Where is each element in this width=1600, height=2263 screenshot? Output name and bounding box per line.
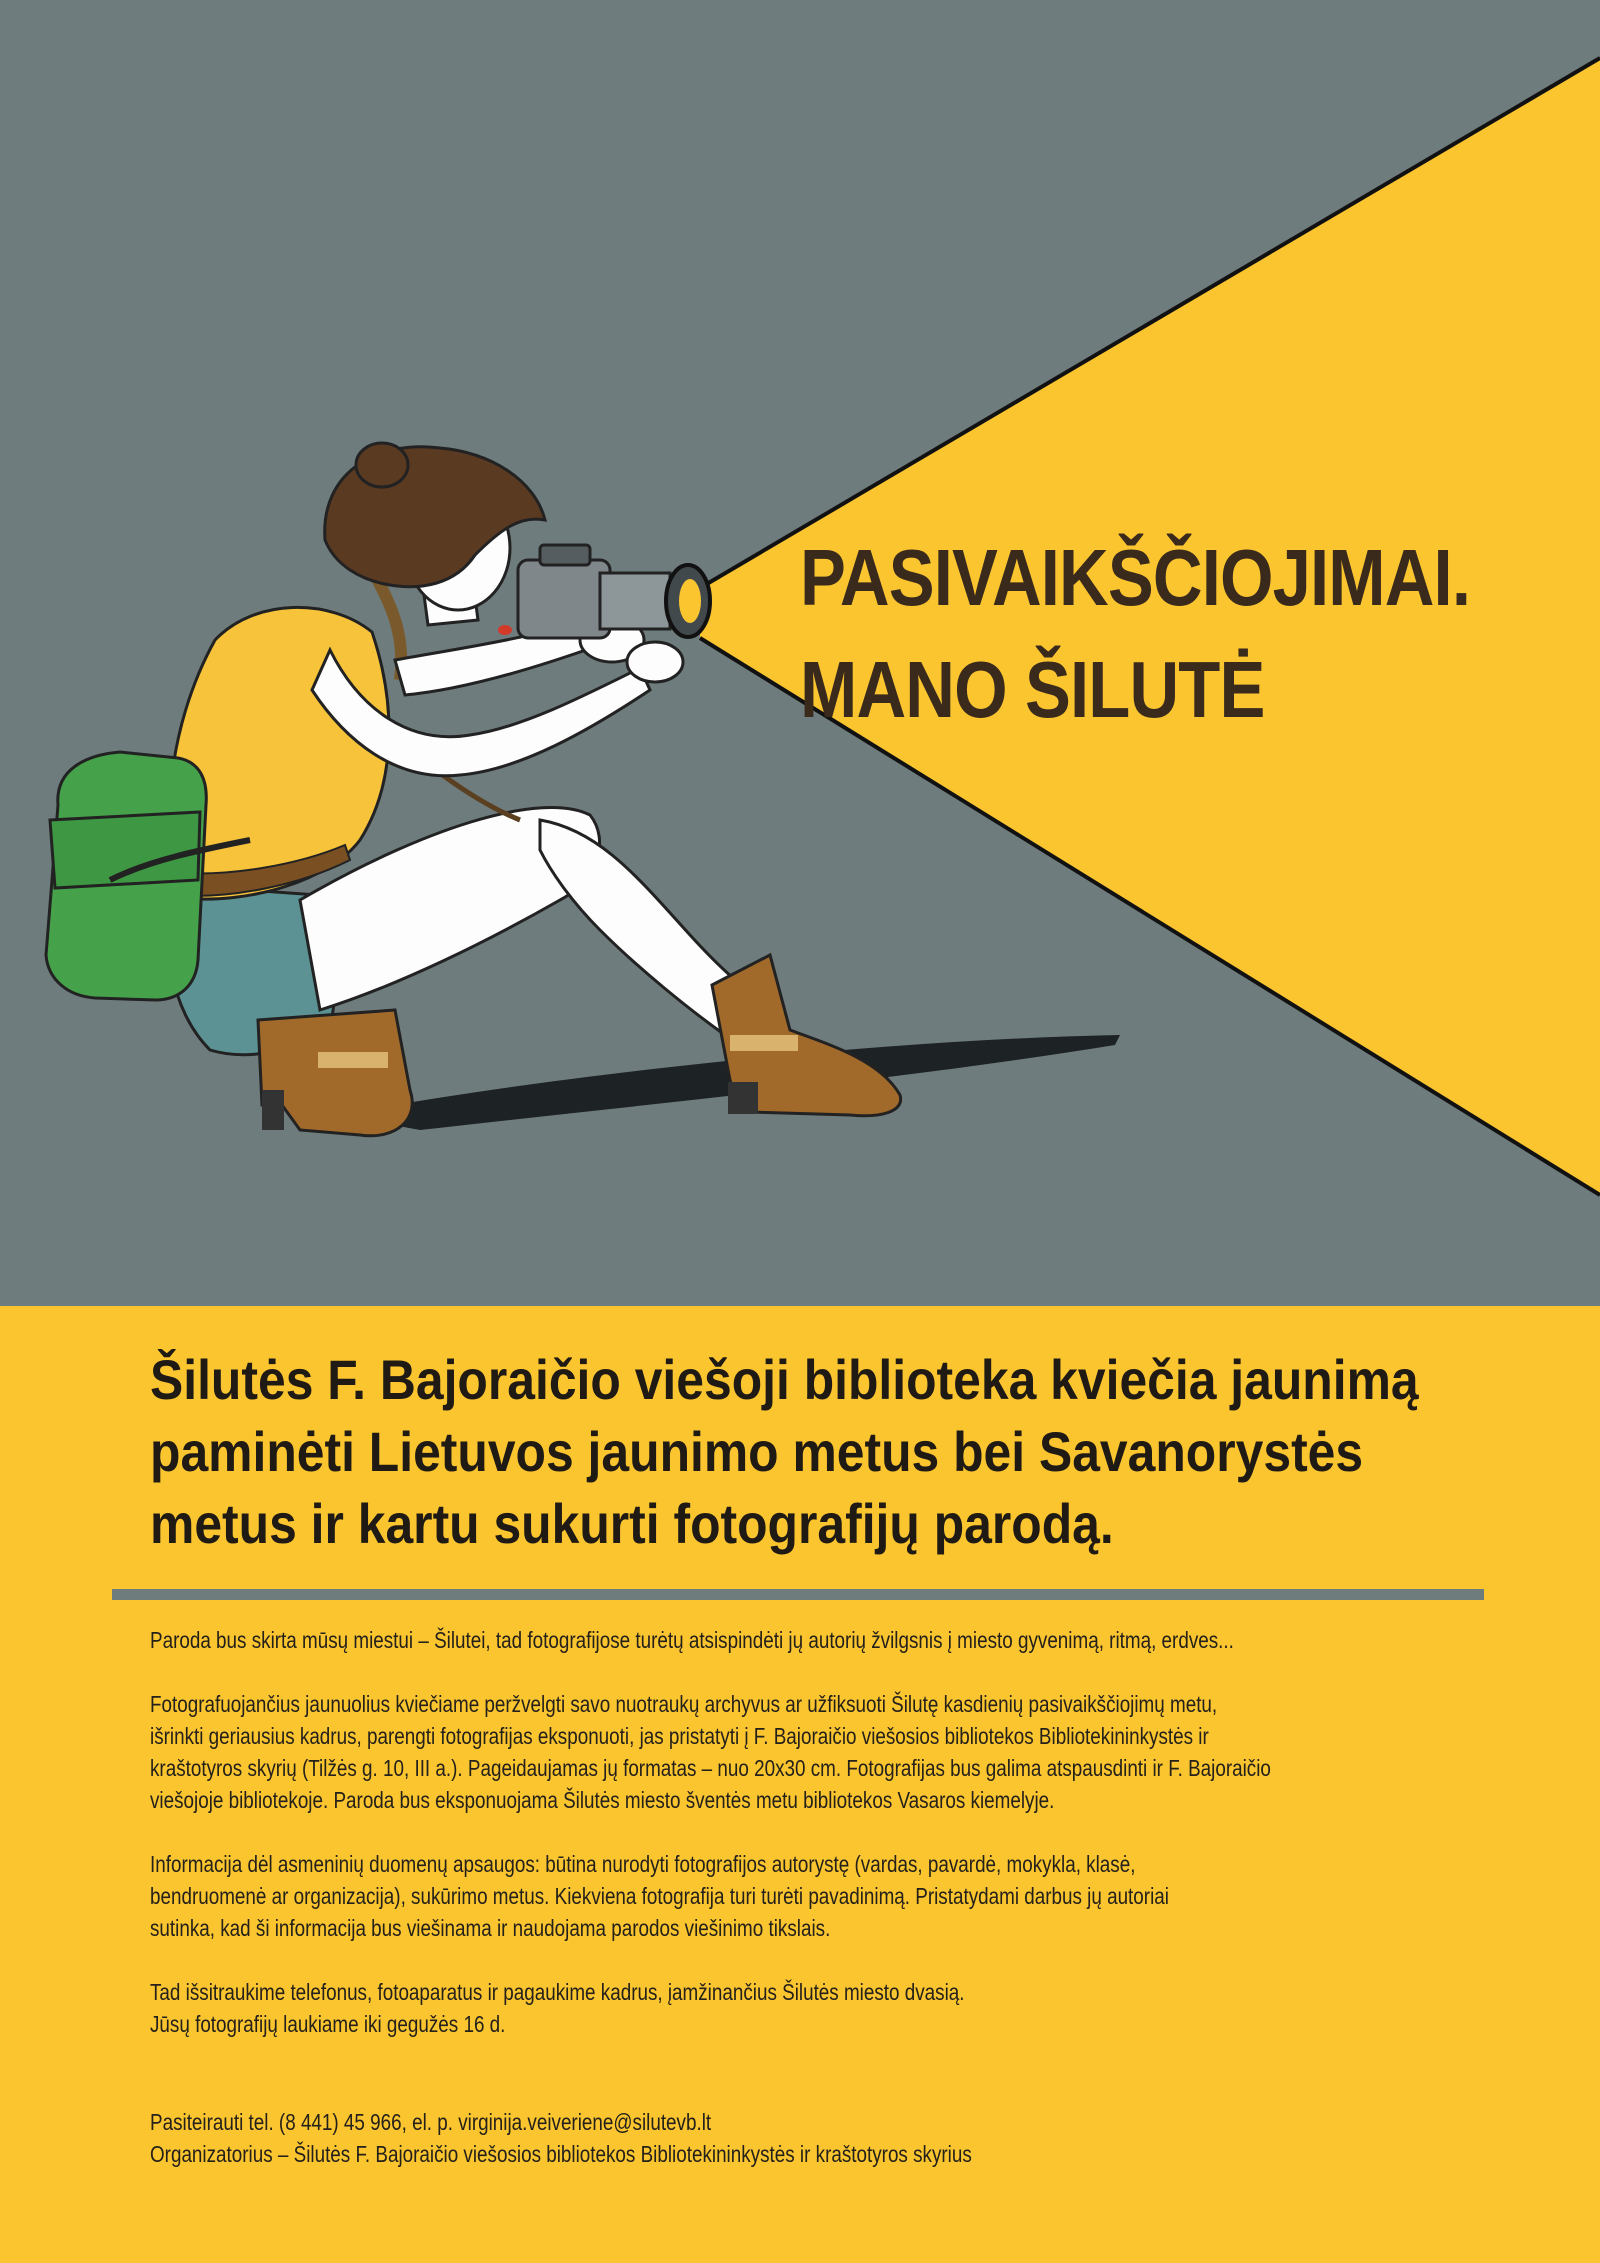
paragraph bbox=[150, 1624, 1478, 1656]
contact-line: Pasiteirauti tel. (8 441) 45 966, el. p. virginija.veiveriene@silutevb.lt bbox=[150, 2109, 712, 2135]
paragraph-line: bendruomenė ar organizacija), sukūrimo metus. Kiekviena fotografija turi turėti pavadinimą. Pristatydami darbus jų autoriai bbox=[150, 1883, 1169, 1909]
headline-line: paminėti Lietuvos jaunimo metus bei Savanorystės bbox=[150, 1420, 1364, 1483]
paragraph bbox=[150, 1688, 1478, 1816]
poster-title-line: MANO ŠILUTĖ bbox=[800, 645, 1265, 734]
contact-info bbox=[150, 2106, 1478, 2170]
contact-line: Organizatorius – Šilutės F. Bajoraičio viešosios bibliotekos Bibliotekininkystės ir kraštotyros skyrius bbox=[150, 2141, 972, 2167]
body-text bbox=[150, 1624, 1478, 2072]
divider bbox=[112, 1589, 1484, 1600]
paragraph bbox=[150, 1848, 1478, 1944]
camera-icon bbox=[518, 545, 710, 638]
paragraph-line: Jūsų fotografijų laukiame iki gegužės 16 d. bbox=[150, 2011, 506, 2037]
poster-title bbox=[800, 522, 1471, 746]
poster-title-line: PASIVAIKŠČIOJIMAI. bbox=[800, 533, 1471, 622]
paragraph-line: Tad išsitraukime telefonus, fotoaparatus ir pagaukime kadrus, įamžinančius Šilutės miesto dvasią. bbox=[150, 1979, 965, 2005]
paragraph-line: Fotografuojančius jaunuolius kviečiame peržvelgti savo nuotraukų archyvus ar užfiksuoti Šilutę kasdienių pasivaikščiojimų metu, bbox=[150, 1691, 1218, 1717]
paragraph-line: Informacija dėl asmeninių duomenų apsaugos: būtina nurodyti fotografijos autorystę (vardas, pavardė, mokykla, klasė, bbox=[150, 1851, 1136, 1877]
headline-line: Šilutės F. Bajoraičio viešoji biblioteka kviečia jaunimą bbox=[150, 1348, 1419, 1411]
paragraph-line: sutinka, kad ši informacija bus viešinama ir naudojama parodos viešinimo tikslais. bbox=[150, 1915, 831, 1941]
paragraph-line: Paroda bus skirta mūsų miestui – Šilutei, tad fotografijose turėtų atsispindėti jų autorių žvilgsnis į miesto gyvenimą, ritmą, erdves... bbox=[150, 1627, 1234, 1653]
headline bbox=[150, 1344, 1419, 1560]
paragraph-line: išrinkti geriausius kadrus, parengti fotografijas eksponuoti, jas pristatyti į F. Bajoraičio viešosios bibliotekos Bibliotekininkystės ir bbox=[150, 1723, 1209, 1749]
paragraph bbox=[150, 1976, 1478, 2040]
paragraph-line: kraštotyros skyrių (Tilžės g. 10, III a.). Pageidaujamas jų formatas – nuo 20x30 cm. Fotografijas bus galima atspausdinti ir F. Bajoraičio bbox=[150, 1755, 1271, 1781]
paragraph-line: viešojoje bibliotekoje. Paroda bus eksponuojama Šilutės miesto šventės metu bibliotekos Vasaros kiemelyje. bbox=[150, 1787, 1055, 1813]
info-section bbox=[0, 1306, 1600, 2263]
headline-line: metus ir kartu sukurti fotografijų parodą. bbox=[150, 1492, 1114, 1555]
